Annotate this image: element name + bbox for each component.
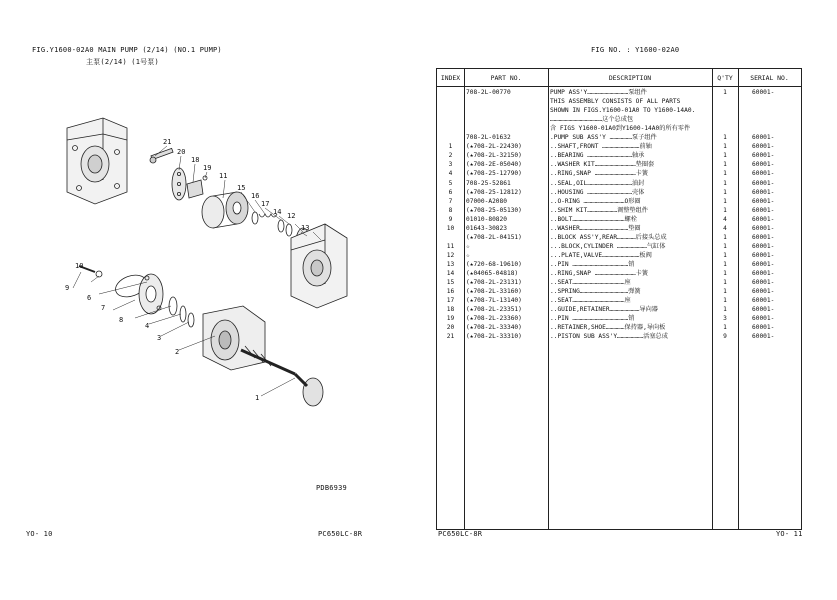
row-index: 21 — [446, 333, 455, 341]
callout-14: 14 — [273, 208, 282, 216]
row-serial: 60001- — [752, 170, 775, 178]
retainer-shoe-drawing — [172, 168, 186, 200]
row-part-no: (★708-25-12812) — [466, 188, 522, 196]
table-row — [437, 287, 801, 296]
row-index: 1 — [448, 143, 453, 151]
row-description: ..RETAINER,SHOE……………保持器,导向板 — [550, 324, 666, 332]
row-index: 20 — [446, 324, 455, 332]
header-serial: SERIAL NO. — [750, 74, 789, 82]
row-serial: 60001- — [752, 242, 775, 250]
row-description: ..PIN ………………………………………销 — [550, 260, 635, 268]
row-part-no: (★708-2L-23360) — [466, 315, 522, 323]
row-index: 8 — [448, 206, 453, 214]
table-row — [437, 142, 801, 151]
bearing-housing-drawing — [203, 306, 265, 370]
table-row — [437, 215, 801, 224]
table-row — [437, 332, 801, 341]
seal-and-rings-drawing — [169, 297, 194, 327]
table-row — [437, 169, 801, 178]
table-row — [437, 296, 801, 305]
row-description: ..WASHER KIT……………………………垫圈套 — [550, 161, 655, 169]
row-part-no: (★708-25-12790) — [466, 170, 522, 178]
row-serial: 60001- — [752, 279, 775, 287]
row-qty: 1 — [723, 288, 727, 296]
row-qty: 1 — [723, 188, 727, 196]
row-part-no: (★708-2L-33340) — [466, 324, 522, 332]
row-description: ..BLOCK ASS'Y,REAR……………后接头总成 — [550, 233, 667, 241]
left-page-number: YO- 10 — [26, 530, 53, 538]
callout-12: 12 — [287, 212, 296, 220]
row-description: ..BEARING ………………………………轴承 — [550, 152, 645, 160]
row-description: ..WASHER…………………………………垫圈 — [550, 224, 641, 232]
row-index: 10 — [446, 224, 455, 232]
row-description: 含 FIGS Y1600-01A0到Y1600-14A0的所有零件 — [550, 125, 691, 133]
table-row — [437, 124, 801, 133]
row-qty: 1 — [723, 134, 727, 142]
table-row — [437, 179, 801, 188]
table-row — [437, 323, 801, 332]
row-serial: 60001- — [752, 306, 775, 314]
row-index: 6 — [448, 188, 453, 196]
header-part-no: PART NO. — [490, 74, 522, 82]
row-part-no: 07000-A2080 — [466, 197, 507, 205]
row-serial: 60001- — [752, 324, 775, 332]
row-qty: 1 — [723, 242, 727, 250]
row-qty: 1 — [723, 251, 727, 259]
row-index: 3 — [448, 161, 453, 169]
table-row — [437, 151, 801, 160]
row-qty: 1 — [723, 206, 727, 214]
row-part-no: 708-2L-00770 — [466, 89, 511, 96]
guide-retainer-drawing — [187, 176, 207, 198]
table-row — [437, 97, 801, 106]
row-qty: 1 — [723, 179, 727, 187]
row-description: ...PLATE,VALVE…………………………板阀 — [550, 251, 652, 259]
row-description: ..SHIM KIT……………………调整垫组件 — [550, 206, 648, 214]
exploded-pump-diagram — [55, 100, 355, 420]
drawing-code: PDB6939 — [316, 484, 347, 492]
row-index: 19 — [446, 315, 455, 323]
row-description: ..PISTON SUB ASS'Y…………………活塞总成 — [550, 333, 668, 341]
front-housing-drawing — [139, 274, 163, 314]
row-index: 12 — [446, 251, 455, 259]
callout-7: 7 — [101, 304, 106, 312]
row-description: ..BOLT……………………………………螺栓 — [550, 215, 637, 223]
table-row — [437, 305, 801, 314]
table-row — [437, 278, 801, 287]
row-serial: 60001- — [752, 270, 775, 277]
row-description: ..SEAL,OIL………………………………油封 — [550, 179, 645, 187]
row-serial: 60001- — [752, 233, 775, 241]
row-serial: 60001- — [752, 197, 775, 205]
row-part-no: ☆ — [466, 251, 470, 259]
row-qty: 1 — [723, 152, 727, 160]
row-qty: 1 — [723, 260, 727, 268]
row-serial: 60001- — [752, 215, 775, 223]
row-qty: 1 — [723, 297, 727, 305]
row-part-no: (★708-2E-05040) — [466, 161, 522, 169]
cylinder-block-drawing — [202, 192, 248, 228]
callout-4: 4 — [145, 322, 150, 330]
row-index: 2 — [448, 152, 453, 160]
callout-6: 6 — [87, 294, 92, 302]
figure-title: FIG.Y1600-02A0 MAIN PUMP (2/14) (NO.1 PUMP) — [32, 46, 222, 54]
table-row — [437, 197, 801, 206]
row-part-no: (★720-68-19610) — [466, 260, 522, 268]
row-description: ..GUIDE,RETAINER……………………导向器 — [550, 306, 658, 314]
table-row — [437, 242, 801, 251]
row-serial: 60001- — [752, 251, 775, 259]
table-row — [437, 188, 801, 197]
row-qty: 4 — [723, 215, 727, 223]
callout-19: 19 — [203, 164, 212, 172]
row-part-no: 708-2L-01632 — [466, 134, 511, 142]
row-part-no: (★708-2L-04151) — [466, 233, 522, 241]
table-row — [437, 106, 801, 115]
fig-no: FIG NO. : Y1600-02A0 — [591, 46, 680, 54]
row-description: ..SEAT……………………………………座 — [550, 279, 631, 287]
row-qty: 1 — [723, 270, 727, 277]
row-qty: 1 — [723, 161, 727, 169]
row-index: 9 — [448, 215, 453, 223]
header-index: INDEX — [440, 74, 461, 82]
row-part-no: (★708-2L-33160) — [466, 288, 522, 296]
row-index: 16 — [446, 288, 455, 296]
row-serial: 60001- — [752, 206, 775, 214]
callout-1: 1 — [255, 394, 260, 402]
table-row — [437, 224, 801, 233]
row-serial: 60001- — [752, 161, 775, 169]
table-row — [437, 206, 801, 215]
header-description: DESCRIPTION — [608, 74, 652, 82]
row-serial: 60001- — [752, 89, 775, 96]
row-description: PUMP ASS'Y……………………………泵组件 — [550, 89, 647, 96]
row-part-no: (★708-2L-23351) — [466, 306, 522, 314]
row-index: 17 — [446, 297, 455, 305]
left-model: PC650LC-8R — [318, 530, 363, 538]
row-serial: 60001- — [752, 152, 775, 160]
row-description: .PUMP SUB ASS'Y ………………泵子组件 — [550, 134, 657, 142]
table-row — [437, 160, 801, 169]
row-index: 4 — [448, 170, 453, 178]
table-row — [437, 233, 801, 242]
table-row — [437, 133, 801, 142]
row-serial: 60001- — [752, 333, 775, 341]
row-serial: 60001- — [752, 224, 775, 232]
callout-13: 13 — [301, 224, 310, 232]
row-serial: 60001- — [752, 134, 775, 142]
right-page-number: YO- 11 — [776, 530, 803, 538]
row-description: SHOWN IN FIGS.Y1600-01A0 TO Y1600-14A0. — [550, 107, 696, 115]
callout-8: 8 — [119, 316, 124, 324]
table-row — [437, 88, 801, 97]
table-row — [437, 269, 801, 278]
row-qty: 1 — [723, 89, 727, 96]
row-description: ..SEAT……………………………………座 — [550, 297, 631, 305]
row-qty: 1 — [723, 324, 727, 332]
row-part-no: (★04065-04818) — [466, 270, 519, 277]
row-part-no: (★708-2L-32150) — [466, 152, 522, 160]
figure-title-chinese: 主泵(2/14) (1号泵) — [86, 58, 159, 66]
row-description: ..HOUSING ………………………………壳体 — [550, 188, 645, 196]
row-index: 13 — [446, 260, 455, 268]
row-part-no: 01010-80820 — [466, 215, 507, 223]
row-qty: 9 — [723, 333, 727, 341]
callout-2: 2 — [175, 348, 180, 356]
table-row — [437, 115, 801, 124]
row-description: ..SPRING…………………………………弹簧 — [550, 288, 641, 296]
row-description: ...BLOCK,CYLINDER ……………………气缸体 — [550, 242, 666, 250]
row-serial: 60001- — [752, 188, 775, 196]
row-qty: 1 — [723, 306, 727, 314]
callout-21: 21 — [163, 138, 172, 146]
row-qty: 1 — [723, 170, 727, 178]
row-qty: 1 — [723, 233, 727, 241]
row-index: 7 — [448, 197, 453, 205]
callout-15: 15 — [237, 184, 246, 192]
callout-11: 11 — [219, 172, 228, 180]
row-qty: 1 — [723, 197, 727, 205]
row-index: 5 — [448, 179, 453, 187]
header-qty: Q'TY — [717, 74, 733, 82]
row-part-no: (★708-2L-33310) — [466, 333, 522, 341]
callout-16: 16 — [251, 192, 260, 200]
row-qty: 1 — [723, 279, 727, 287]
row-description: ..O-RING ……………………………O形圈 — [550, 197, 641, 205]
row-description: ..PIN ………………………………………销 — [550, 315, 635, 323]
parts-table — [436, 68, 802, 530]
row-index: 11 — [446, 242, 455, 250]
table-row — [437, 260, 801, 269]
row-part-no: ☆ — [466, 242, 470, 250]
row-part-no: 708-25-52861 — [466, 179, 511, 187]
row-description: ..SHAFT,FRONT …………………………前轴 — [550, 143, 652, 151]
callout-18: 18 — [191, 156, 200, 164]
table-row — [437, 314, 801, 323]
callout-9: 9 — [65, 284, 70, 292]
callout-3: 3 — [157, 334, 162, 342]
row-serial: 60001- — [752, 297, 775, 305]
row-index: 14 — [446, 270, 455, 277]
callout-20: 20 — [177, 148, 186, 156]
callout-10: 10 — [75, 262, 84, 270]
row-index: 18 — [446, 306, 455, 314]
row-qty: 4 — [723, 224, 727, 232]
row-description: THIS ASSEMBLY CONSISTS OF ALL PARTS — [550, 98, 681, 106]
row-part-no: (★708-25-05130) — [466, 206, 522, 214]
row-serial: 60001- — [752, 179, 775, 187]
front-shaft-drawing — [241, 346, 323, 406]
row-serial: 60001- — [752, 288, 775, 296]
table-row — [437, 251, 801, 260]
row-serial: 60001- — [752, 315, 775, 323]
row-qty: 1 — [723, 143, 727, 151]
row-description: ..RING,SNAP ……………………………卡簧 — [550, 170, 649, 178]
callout-17: 17 — [261, 200, 270, 208]
row-part-no: (★708-2L-23131) — [466, 279, 522, 287]
row-serial: 60001- — [752, 143, 775, 151]
row-qty: 3 — [723, 315, 727, 323]
row-part-no: 01643-30823 — [466, 224, 507, 232]
row-description: ..RING,SNAP ……………………………卡簧 — [550, 270, 649, 277]
row-part-no: (★708-7L-13140) — [466, 297, 522, 305]
housing-upper-left-drawing — [67, 118, 127, 204]
rear-block-housing-drawing — [291, 224, 347, 308]
row-serial: 60001- — [752, 260, 775, 268]
spring-and-seats-drawing — [252, 212, 292, 236]
row-part-no: (★708-2L-22430) — [466, 143, 522, 151]
row-index: 15 — [446, 279, 455, 287]
right-model: PC650LC-8R — [438, 530, 483, 538]
row-description: ……………………………………这个总成包 — [550, 116, 634, 124]
